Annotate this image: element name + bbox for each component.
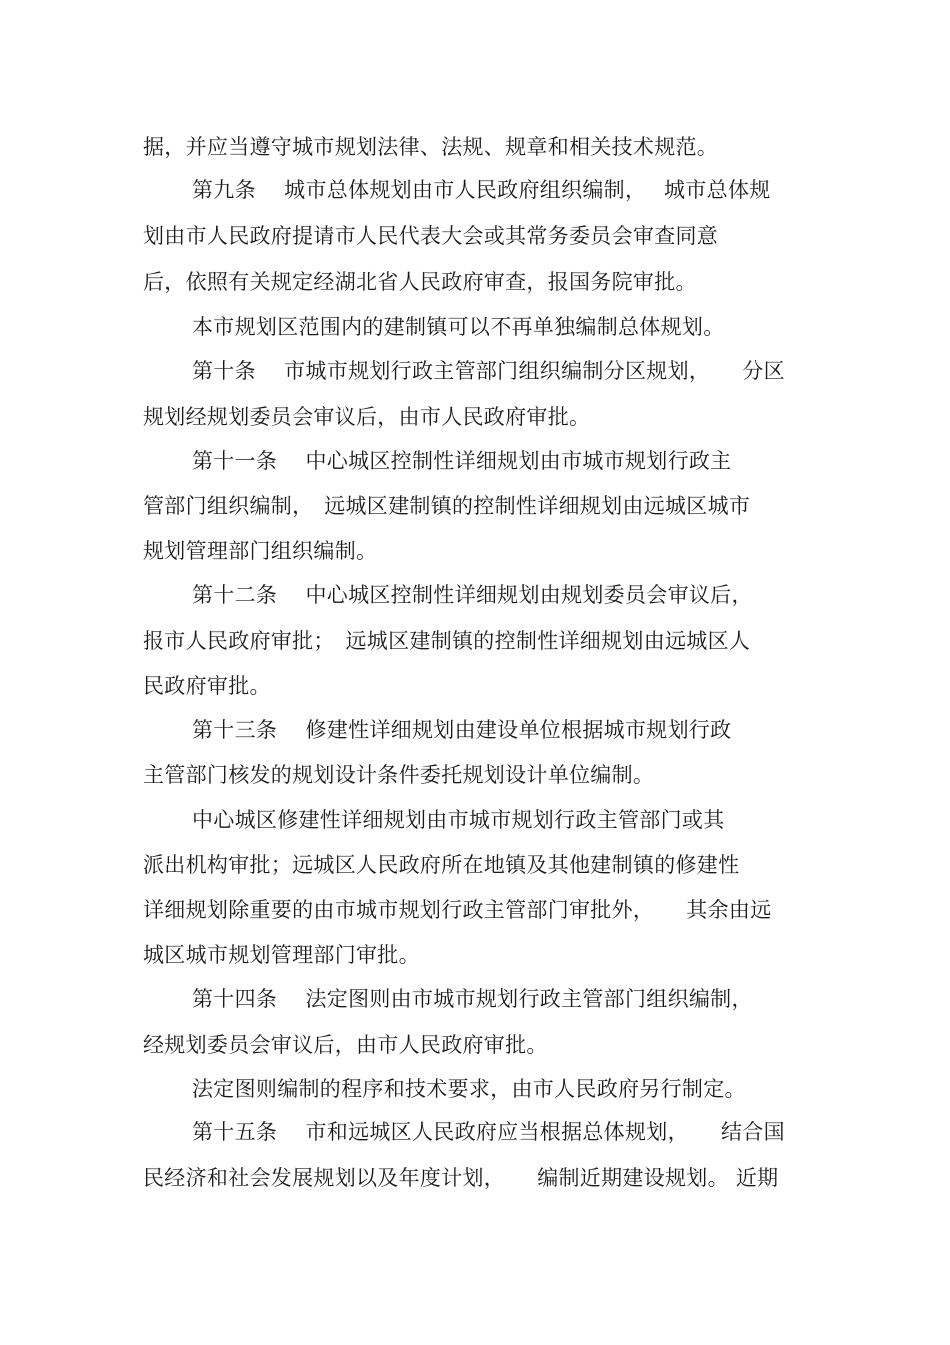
article-11-line-3: 规划管理部门组织编制。	[143, 539, 378, 563]
text-line-1: 据，并应当遵守城市规划法律、法规、规章和相关技术规范。	[143, 135, 719, 159]
article-15-line-1: 第十五条 市和远城区人民政府应当根据总体规划， 结合国	[192, 1120, 785, 1144]
article-14-line-1: 第十四条 法定图则由市城市规划行政主管部门组织编制，	[192, 987, 753, 1011]
paragraph-line: 法定图则编制的程序和技术要求，由市人民政府另行制定。	[192, 1077, 746, 1101]
article-13-line-2: 主管部门核发的规划设计条件委托规划设计单位编制。	[143, 763, 655, 787]
article-12-line-3: 民政府审批。	[143, 674, 271, 698]
paragraph-line: 详细规划除重要的由市城市规划行政主管部门审批外， 其余由远	[143, 898, 772, 922]
paragraph-line: 本市规划区范围内的建制镇可以不再单独编制总体规划。	[192, 315, 725, 339]
paragraph-line: 中心城区修建性详细规划由市城市规划行政主管部门或其	[192, 808, 725, 832]
article-9-line-3: 后，依照有关规定经湖北省人民政府审查，报国务院审批。	[143, 270, 697, 294]
article-10-line-2: 规划经规划委员会审议后，由市人民政府审批。	[143, 405, 591, 429]
article-14-line-2: 经规划委员会审议后，由市人民政府审批。	[143, 1033, 548, 1057]
article-12-line-2: 报市人民政府审批； 远城区建制镇的控制性详细规划由远城区人	[143, 629, 751, 653]
article-12-line-1: 第十二条 中心城区控制性详细规划由规划委员会审议后，	[192, 583, 753, 607]
article-11-line-2: 管部门组织编制， 远城区建制镇的控制性详细规划由远城区城市	[143, 494, 751, 518]
article-10-line-1: 第十条 市城市规划行政主管部门组织编制分区规划， 分区	[192, 359, 785, 383]
article-11-line-1: 第十一条 中心城区控制性详细规划由市城市规划行政主	[192, 449, 732, 473]
article-9-line-1: 第九条 城市总体规划由市人民政府组织编制， 城市总体规	[192, 178, 771, 202]
article-13-line-1: 第十三条 修建性详细规划由建设单位根据城市规划行政	[192, 718, 732, 742]
paragraph-line: 派出机构审批；远城区人民政府所在地镇及其他建制镇的修建性	[143, 853, 740, 877]
paragraph-line: 城区城市规划管理部门审批。	[143, 943, 420, 967]
article-15-line-2: 民经济和社会发展规划以及年度计划， 编制近期建设规划。 近期	[143, 1166, 779, 1190]
article-9-line-2: 划由市人民政府提请市人民代表大会或其常务委员会审查同意	[143, 224, 719, 248]
